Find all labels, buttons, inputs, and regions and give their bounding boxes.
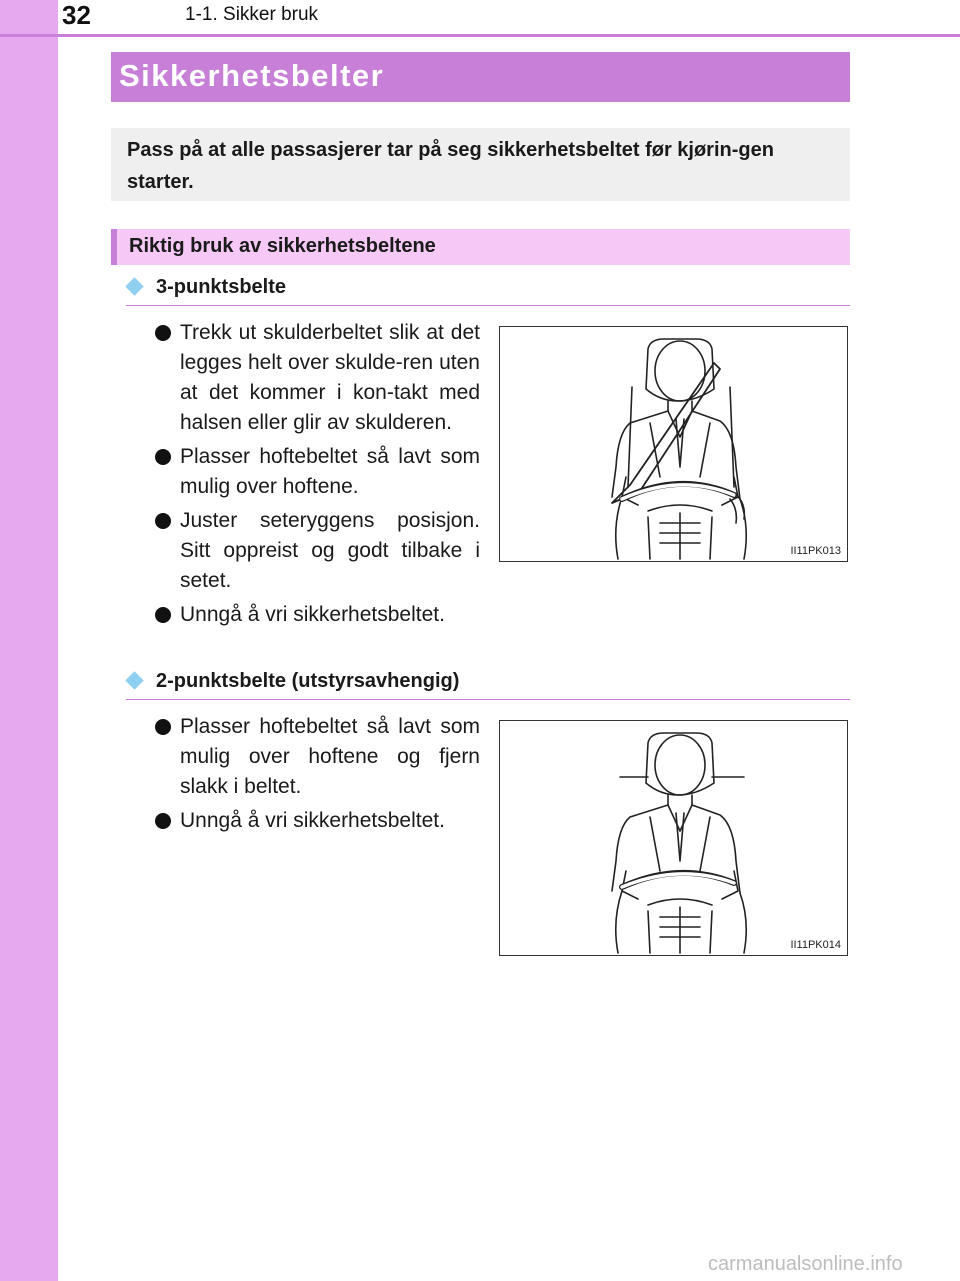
list-item: Unngå å vri sikkerhetsbeltet. — [155, 600, 480, 630]
section-divider — [126, 699, 850, 700]
figure-code: II11PK013 — [790, 545, 841, 557]
bullet-list-3-point — [155, 318, 480, 634]
section-heading-label: 2-punktsbelte (utstyrsavhengig) — [156, 670, 460, 692]
bullet-dot-icon — [155, 513, 171, 529]
figure-code: II11PK014 — [790, 939, 841, 951]
bullet-dot-icon — [155, 325, 171, 341]
bullet-dot-icon — [155, 449, 171, 465]
page-number: 32 — [62, 0, 91, 30]
list-item: Plasser hoftebeltet så lavt som mulig over hoftene og fjern slakk i beltet. — [155, 712, 480, 802]
seated-person-3-point-belt-illustration — [500, 327, 847, 561]
section-title-bar — [111, 52, 850, 102]
figure-3-point-belt — [499, 326, 848, 562]
bullet-dot-icon — [155, 607, 171, 623]
bullet-list-2-point — [155, 712, 480, 840]
figure-2-point-belt — [499, 720, 848, 956]
page-sidebar-tab — [0, 0, 58, 1281]
header-divider — [0, 34, 960, 37]
section-divider — [126, 305, 850, 306]
chapter-title: 1-1. Sikker bruk — [185, 4, 319, 25]
list-item: Juster seteryggens posisjon. Sitt oppreist og godt tilbake i setet. — [155, 506, 480, 596]
list-item: Plasser hoftebeltet så lavt som mulig over hoftene. — [155, 442, 480, 502]
diamond-icon — [125, 671, 143, 689]
seated-person-2-point-belt-illustration — [500, 721, 847, 955]
subsection-bar — [111, 229, 850, 265]
section-heading-label: 3-punktsbelte — [156, 276, 287, 298]
list-item: Trekk ut skulderbeltet slik at det legges helt over skulde-ren uten at det kommer i kon-takt med halsen eller glir av skulderen. — [155, 318, 480, 438]
list-item: Unngå å vri sikkerhetsbeltet. — [155, 806, 480, 836]
diamond-icon — [125, 277, 143, 295]
intro-box — [111, 128, 850, 201]
watermark: carmanualsonline.info — [708, 1253, 903, 1275]
intro-text: Pass på at alle passasjerer tar på seg sikkerhetsbeltet før kjørin-gen starter. — [127, 139, 774, 193]
section-title: Sikkerhetsbelter — [119, 58, 385, 93]
subsection-title: Riktig bruk av sikkerhetsbeltene — [129, 235, 436, 257]
bullet-dot-icon — [155, 719, 171, 735]
bullet-dot-icon — [155, 813, 171, 829]
